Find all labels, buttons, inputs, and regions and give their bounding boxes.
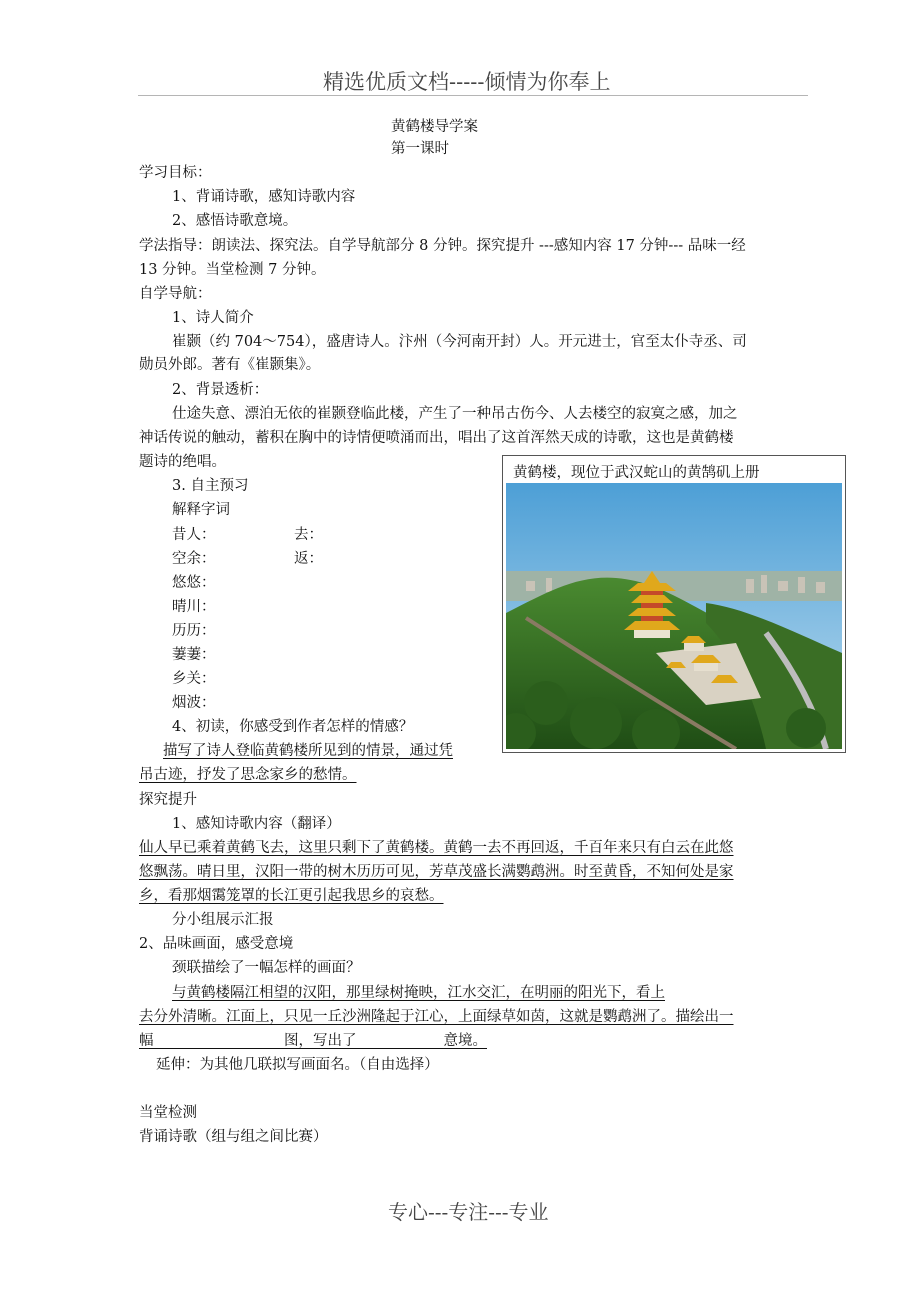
vocab-term: 去： xyxy=(294,527,323,543)
goals-heading: 学习目标： xyxy=(139,165,212,181)
vocab-term: 空余： xyxy=(172,551,216,567)
extension-task: 延伸：为其他几联拟写画面名。（自由选择） xyxy=(156,1057,439,1073)
imagery-answer: 去分外清晰。江面上，只见一丘沙洲隆起于江心，上面绿草如茵，这就是鹦鹉洲了。描绘出一 xyxy=(139,1009,734,1025)
translation-text: 悠飘荡。晴日里，汉阳一带的树木历历可见，芳草茂盛长满鹦鹉洲。时至黄昏，不知何处是家 xyxy=(139,864,734,880)
self-study-heading: 自学导航： xyxy=(139,286,212,302)
check-task: 背诵诗歌（组与组之间比赛） xyxy=(139,1129,328,1145)
translate-heading: 1、感知诗歌内容（翻译） xyxy=(172,816,341,832)
vocab-term: 乡关： xyxy=(172,671,216,687)
goal-item: 1、背诵诗歌，感知诗歌内容 xyxy=(172,189,356,205)
imagery-heading: 2、品味画面，感受意境 xyxy=(139,936,294,952)
goal-item: 2、感悟诗歌意境。 xyxy=(172,213,298,229)
method-line: 学法指导：朗读法、探究法。自学导航部分 8 分钟。探究提升 ---感知内容 17 分钟--- 品味一经 xyxy=(139,238,746,254)
method-line: 13 分钟。当堂检测 7 分钟。 xyxy=(139,262,326,278)
answer-4: 吊古迹，抒发了思念家乡的愁情。 xyxy=(139,767,357,783)
page-header: 精选优质文档-----倾情为你奉上 xyxy=(323,70,611,94)
background-heading: 2、背景透析： xyxy=(172,382,269,398)
background-text: 题诗的绝唱。 xyxy=(139,454,226,470)
vocab-term: 返： xyxy=(294,551,323,567)
poet-text: 勋员外郎。著有《崔颢集》。 xyxy=(139,357,321,373)
background-text: 神话传说的触动，蓄积在胸中的诗情便喷涌而出，唱出了这首浑然天成的诗歌，这也是黄鹤楼 xyxy=(139,430,734,446)
vocab-term: 悠悠： xyxy=(172,575,216,591)
vocab-term: 萋萋： xyxy=(172,647,216,663)
photo-figure xyxy=(502,455,846,753)
group-report: 分小组展示汇报 xyxy=(172,912,274,928)
answer-4: 描写了诗人登临黄鹤楼所见到的情景，通过凭 xyxy=(163,743,453,759)
vocab-term: 烟波： xyxy=(172,695,216,711)
vocab-term: 晴川： xyxy=(172,599,216,615)
imagery-answer: 幅 图，写出了 意境。 xyxy=(139,1033,487,1049)
translation-text: 仙人早已乘着黄鹤飞去，这里只剩下了黄鹤楼。黄鹤一去不再回返，千百年来只有白云在此悠 xyxy=(139,840,734,856)
photo-caption: 黄鹤楼，现位于武汉蛇山的黄鹄矶上册 xyxy=(513,465,760,481)
poet-text: 崔颢（约 704～754），盛唐诗人。汴州（今河南开封）人。开元进士，官至太仆寺丞、司 xyxy=(172,334,747,350)
doc-title: 黄鹤楼导学案 xyxy=(391,119,478,135)
vocab-term: 昔人： xyxy=(172,527,216,543)
question-4: 4、初读，你感受到作者怎样的情感？ xyxy=(172,719,414,735)
translation-text: 乡，看那烟霭笼罩的长江更引起我思乡的哀愁。 xyxy=(139,888,444,904)
imagery-answer: 与黄鹤楼隔江相望的汉阳，那里绿树掩映，江水交汇，在明丽的阳光下，看上 xyxy=(172,985,665,1001)
header-divider xyxy=(138,95,808,96)
doc-subtitle: 第一课时 xyxy=(391,141,449,157)
vocab-heading: 解释字词 xyxy=(172,502,230,518)
page-footer: 专心---专注---专业 xyxy=(388,1200,549,1224)
vocab-term: 历历： xyxy=(172,623,216,639)
preview-heading: 3. 自主预习 xyxy=(172,478,249,494)
yellow-crane-tower-photo xyxy=(506,483,842,749)
check-heading: 当堂检测 xyxy=(139,1105,197,1121)
imagery-question: 颈联描绘了一幅怎样的画面？ xyxy=(172,960,361,976)
explore-heading: 探究提升 xyxy=(139,792,197,808)
poet-heading: 1、诗人简介 xyxy=(172,310,254,326)
background-text: 仕途失意、漂泊无依的崔颢登临此楼，产生了一种吊古伤今、人去楼空的寂寞之感，加之 xyxy=(172,406,738,422)
